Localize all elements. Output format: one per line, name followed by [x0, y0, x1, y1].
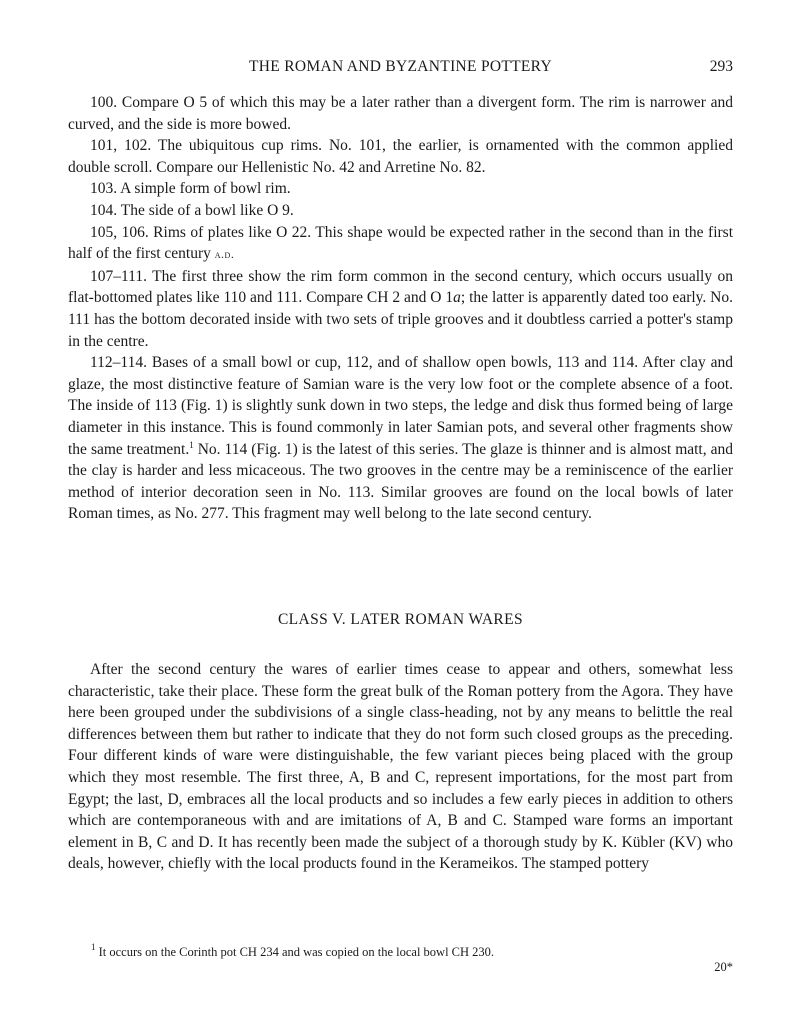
era-abbreviation: a.d. — [214, 247, 235, 262]
entry-105-106 — [68, 222, 733, 266]
entry-101-102 — [68, 135, 733, 178]
footnote — [91, 944, 733, 960]
page-number: 293 — [709, 58, 733, 75]
section-heading: CLASS V. LATER ROMAN WARES — [277, 611, 524, 628]
section-paragraph: After the second century the wares of earlier times cease to appear and others, somewhat less characteristic, take their place. These form the great bulk of the Roman pottery from the Agora. They have here been grouped under the subdivisions of a single class-heading, not by any means to belittle the real differences between them but rather to indicate that they do not form such closed groups as the preceding. Four different kinds of ware were distinguishable, the few variant pieces being placed with the group which they most resemble. The first three, A, B and C, represent importations, for the most part from Egypt; the last, D, embraces all the local products and so includes a few early pieces in addition to others which are contemporaneous with and are imitations of A, B and C. Stamped ware forms an important element in B, C and D. It has recently been made the subject of a thorough study by K. Kübler (KV) who deals, however, chiefly with the local products found in the Kerameikos. The stamped pottery — [68, 661, 733, 873]
entry-100 — [68, 92, 733, 135]
running-head — [68, 56, 733, 80]
entry-107-111 — [68, 266, 733, 352]
entry-text: 103. A simple form of bowl rim. — [90, 180, 291, 198]
footnote-reference: 1 — [189, 439, 194, 450]
entry-text-continued: No. 114 (Fig. 1) is the latest of this series. The glaze is thinner and is almost matt, and the clay is harder and less micaceous. The two grooves in the centre may be a reminiscence of the earlier method of interior decoration seen in No. 113. Similar grooves are found on the local bowls of later Roman times, as No. 277. This fragment may well belong to the late second century. — [68, 440, 733, 523]
catalogue-notes — [68, 92, 733, 525]
italic-letter: a — [453, 289, 461, 307]
footnote-text: It occurs on the Corinth pot CH 234 and was copied on the local bowl CH 230. — [95, 945, 495, 959]
entry-text: 104. The side of a bowl like O 9. — [90, 201, 294, 219]
entry-text: 105, 106. Rims of plates like O 22. This shape would be expected rather in the second than in the first half of the first century — [68, 223, 733, 263]
signature-mark: 20* — [714, 960, 733, 974]
entry-104 — [68, 200, 733, 222]
entry-text: 100. Compare O 5 of which this may be a later rather than a divergent form. The rim is narrower and curved, and the side is more bowed. — [68, 94, 733, 133]
running-title: THE ROMAN AND BYZANTINE POTTERY — [249, 58, 552, 75]
entry-103 — [68, 178, 733, 200]
section-body — [68, 659, 733, 875]
entry-text-continued: ; the latter is apparently dated too early. No. 111 has the bottom decorated inside with two sets of triple grooves and it doubtless carried a potter's stamp in the centre. — [68, 289, 734, 350]
entry-text: 107–111. The first three show the rim form common in the second century, which occurs usually on flat-bottomed plates like 110 and 111. Compare CH 2 and O 1 — [68, 267, 733, 307]
footnote-marker: 1 — [91, 942, 96, 952]
entry-112-114 — [68, 352, 733, 525]
entry-text: 112–114. Bases of a small bowl or cup, 112, and of shallow open bowls, 113 and 114. After clay and glaze, the most distinctive feature of Samian ware is the very low foot or the complete absence of a foot. The inside of 113 (Fig. 1) is slightly sunk down in two steps, the ledge and disk thus formed being of large diameter in this instance. This is found commonly in later Samian pots, and several other fragments show the same treatment. — [68, 354, 733, 458]
entry-text: 101, 102. The ubiquitous cup rims. No. 101, the earlier, is ornamented with the common applied double scroll. Compare our Hellenistic No. 42 and Arretine No. 82. — [68, 137, 733, 176]
